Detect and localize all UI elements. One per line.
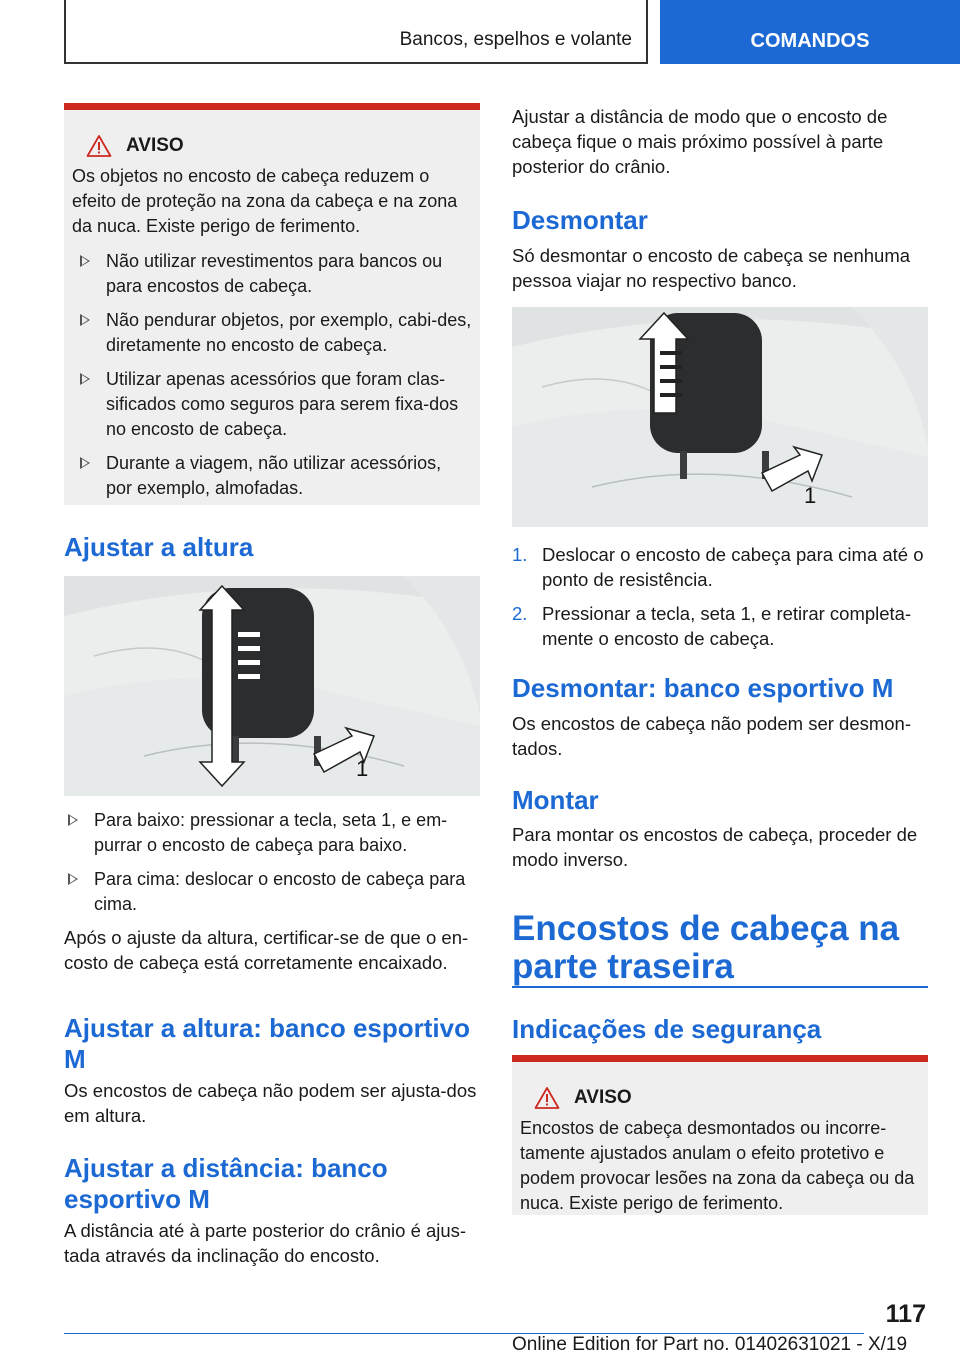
paragraph-montar: Para montar os encostos de cabeça, proceder de modo inverso. [512,824,918,870]
paragraph-apos: Após o ajuste da altura, certificar-se de que o en-costo de cabeça está corretamente encaixado. [64,927,469,973]
heading-ajustar-altura: Ajustar a altura [64,532,254,562]
heading-desmontar: Desmontar [512,205,648,235]
warning-title-text: AVISO [574,1087,632,1108]
list-item: Não pendurar objetos, por exemplo, cabi-des, diretamente no encosto de cabeça. [72,308,472,358]
heading-traseira: Encostos de cabeça na parte traseira [512,909,900,986]
bullet-triangle-icon [80,373,90,385]
list-item: Utilizar apenas acessórios que foram clas-sificados como seguros para serem fixa-dos no encosto de cabeça. [72,367,472,442]
page-number: 117 [885,1300,926,1328]
warning-triangle-icon [86,134,112,158]
figure-callout: 1 [356,756,369,781]
figure-callout: 1 [804,483,817,508]
paragraph-altura-m: Os encostos de cabeça não podem ser ajusta-dos em altura. [64,1080,477,1126]
paragraph-desmontar-m: Os encostos de cabeça não podem ser desmon-tados. [512,713,912,759]
warning-triangle-icon [534,1086,560,1110]
steps-list-wrapper [64,808,480,926]
warning-box-left [64,103,480,505]
steps-list [64,808,480,917]
bullet-triangle-icon [80,314,90,326]
warning-text: Encostos de cabeça desmontados ou incorre-tamente ajustados anulam o efeito protetivo e podem provocar lesões na zona da cabeça ou da nuca. Existe perigo de ferimento. [520,1118,915,1213]
warning-title [86,134,472,158]
list-item: Durante a viagem, não utilizar acessórios, por exemplo, almofadas. [72,451,472,501]
list-item: 1. Deslocar o encosto de cabeça para cima até o ponto de resistência. [512,544,924,590]
warning-list [72,249,472,501]
bullet-triangle-icon [80,255,90,267]
header-section-box [64,0,648,64]
warning-text: Os objetos no encosto de cabeça reduzem o efeito de proteção na zona da cabeça e na zona da nuca. Existe perigo de ferimento. [72,166,458,236]
warning-title-text: AVISO [126,135,184,156]
figure-headrest-height [64,576,480,796]
paragraph-intro: Ajustar a distância de modo que o encosto de cabeça fique o mais próximo possível à parte posterior do crânio. [512,106,888,177]
heading-altura-m: Ajustar a altura: banco esportivo M [64,1013,470,1074]
list-item: Não utilizar revestimentos para bancos ou para encostos de cabeça. [72,249,472,299]
warning-title [534,1086,920,1110]
header-section-title: Bancos, espelhos e volante [399,29,632,50]
bullet-triangle-icon [68,814,78,826]
bullet-triangle-icon [68,873,78,885]
heading-distancia-m: Ajustar a distância: banco esportivo M [64,1153,388,1214]
warning-box-right [512,1055,928,1215]
numbered-list [512,542,928,660]
heading-montar: Montar [512,785,599,815]
heading-seguranca: Indicações de segurança [512,1014,822,1044]
header-chapter-tab [660,0,960,64]
heading-desmontar-m: Desmontar: banco esportivo M [512,673,894,703]
paragraph-distancia-m: A distância até à parte posterior do crânio é ajus-tada através da inclinação do encosto. [64,1220,467,1266]
paragraph-desmontar: Só desmontar o encosto de cabeça se nenhuma pessoa viajar no respectivo banco. [512,245,911,291]
header-chapter-label: COMANDOS [750,29,870,52]
list-item: Para cima: deslocar o encosto de cabeça para cima. [64,867,480,917]
list-item: 2. Pressionar a tecla, seta 1, e retirar completa-mente o encosto de cabeça. [512,603,912,649]
figure-headrest-remove [512,307,928,527]
section-divider [512,986,928,988]
list-item: Para baixo: pressionar a tecla, seta 1, e em-purrar o encosto de cabeça para baixo. [64,808,480,858]
bullet-triangle-icon [80,457,90,469]
footer-edition: Online Edition for Part no. 01402631021 - X/19 [512,1334,908,1355]
